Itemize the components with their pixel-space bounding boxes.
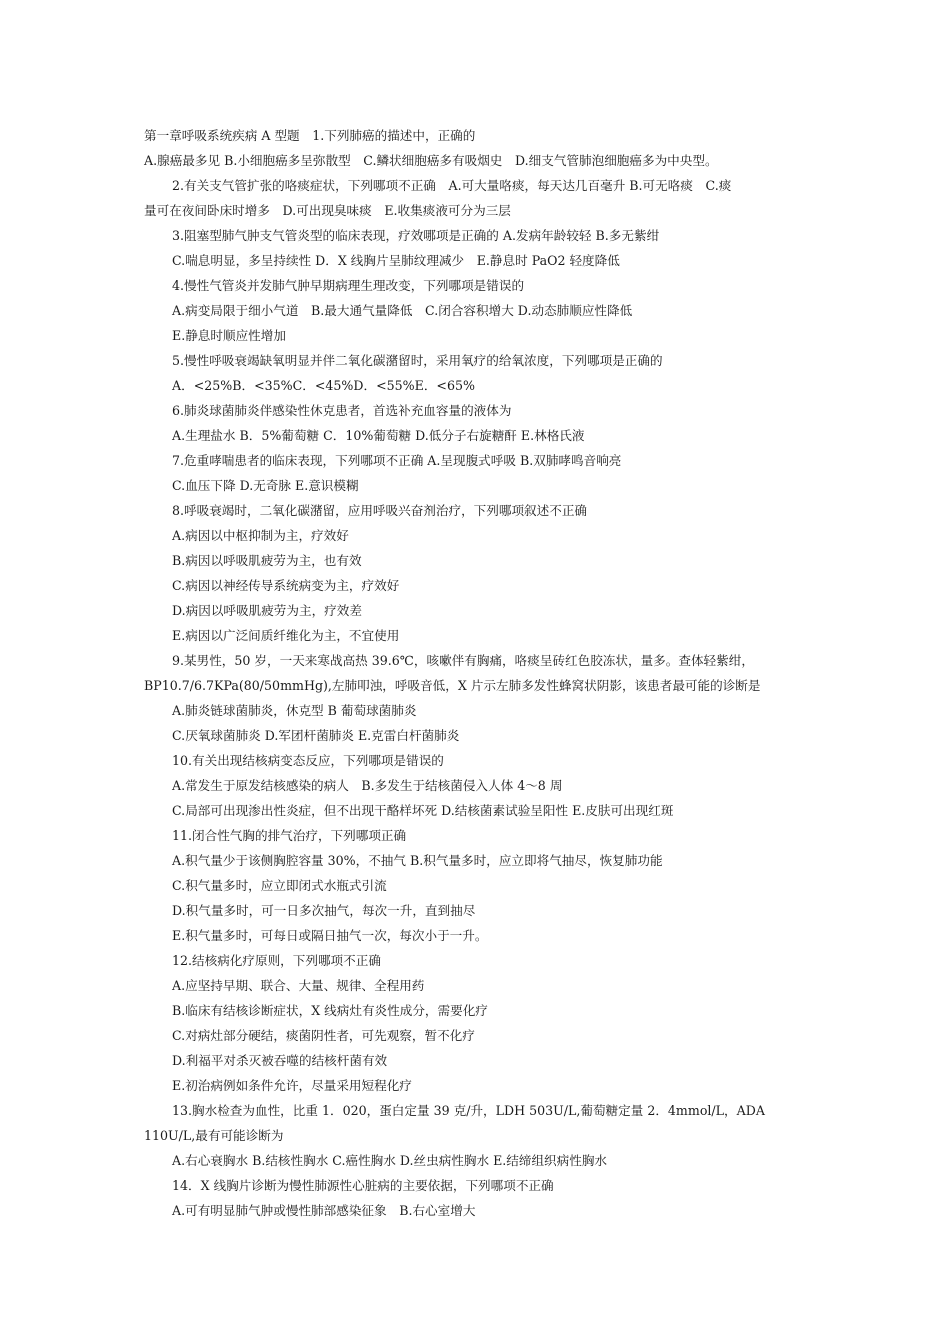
text-line: 6.肺炎球菌肺炎伴感染性休克患者，首选补充血容量的液体为 <box>172 403 512 418</box>
text-line: 2.有关支气管扩张的咯痰症状，下列哪项不正确 A.可大量咯痰，每天达几百毫升 B.可无咯痰 C.痰 <box>172 178 732 193</box>
text-line: D.积气量多时，可一日多次抽气，每次一升，直到抽尽 <box>172 903 476 918</box>
text-line: D.病因以呼吸肌疲劳为主，疗效差 <box>172 603 362 618</box>
text-line: A.右心衰胸水 B.结核性胸水 C.癌性胸水 D.丝虫病性胸水 E.结缔组织病性胸水 <box>172 1153 608 1168</box>
text-line: A.积气量少于该侧胸腔容量 30%，不抽气 B.积气量多时，应立即将气抽尽，恢复肺功能 <box>172 853 663 868</box>
text-line: C.厌氧球菌肺炎 D.军团杆菌肺炎 E.克雷白杆菌肺炎 <box>172 728 460 743</box>
text-line: 9.某男性，50 岁，一天来寒战高热 39.6℃，咳嗽伴有胸痛，咯痰呈砖红色胶冻状，量多。查体轻紫绀， <box>172 653 754 668</box>
text-line: E.积气量多时，可每日或隔日抽气一次，每次小于一升。 <box>172 928 488 943</box>
text-line: A.应坚持早期、联合、大量、规律、全程用药 <box>172 978 425 993</box>
text-line: E.静息时顺应性增加 <box>172 328 286 343</box>
text-line: C.病因以神经传导系统病变为主，疗效好 <box>172 578 400 593</box>
text-line: 4.慢性气管炎并发肺气肿早期病理生理改变，下列哪项是错误的 <box>172 278 525 293</box>
text-line: 量可在夜间卧床时增多 D.可出现臭味痰 E.收集痰液可分为三层 <box>144 203 511 218</box>
text-line: D.利福平对杀灭被吞噬的结核杆菌有效 <box>172 1053 388 1068</box>
text-line: 3.阻塞型肺气肿支气管炎型的临床表现，疗效哪项是正确的 A.发病年龄较轻 B.多无紫绀 <box>172 228 660 243</box>
text-line: E.初治病例如条件允许，尽量采用短程化疗 <box>172 1078 412 1093</box>
text-line: A.生理盐水 B．5%葡萄糖 C．10%葡萄糖 D.低分子右旋糖酐 E.林格氏液 <box>172 428 585 443</box>
text-line: C.喘息明显，多呈持续性 D．X 线胸片呈肺纹理减少 E.静息时 PaO2 轻度降低 <box>172 253 620 268</box>
text-line: A.肺炎链球菌肺炎，休克型 B 葡萄球菌肺炎 <box>172 703 417 718</box>
text-line: A.病因以中枢抑制为主，疗效好 <box>172 528 349 543</box>
text-line: C.积气量多时，应立即闭式水瓶式引流 <box>172 878 387 893</box>
text-line: 14．X 线胸片诊断为慢性肺源性心脏病的主要依据，下列哪项不正确 <box>172 1178 554 1193</box>
text-line: A.常发生于原发结核感染的病人 B.多发生于结核菌侵入人体 4～8 周 <box>172 778 563 793</box>
text-line: A．<25%B．<35%C．<45%D．<55%E．<65% <box>172 378 475 393</box>
text-line: 8.呼吸衰竭时，二氧化碳潴留，应用呼吸兴奋剂治疗，下列哪项叙述不正确 <box>172 503 588 518</box>
text-line: C.对病灶部分硬结，痰菌阴性者，可先观察，暂不化疗 <box>172 1028 475 1043</box>
text-line: 5.慢性呼吸衰竭缺氧明显并伴二氧化碳潴留时，采用氧疗的给氧浓度，下列哪项是正确的 <box>172 353 663 368</box>
text-line: 110U/L,最有可能诊断为 <box>144 1128 284 1143</box>
text-line: B.临床有结核诊断症状，X 线病灶有炎性成分，需要化疗 <box>172 1003 488 1018</box>
text-line: 12.结核病化疗原则，下列哪项不正确 <box>172 953 381 968</box>
text-line: B.病因以呼吸肌疲劳为主，也有效 <box>172 553 362 568</box>
text-line: 11.闭合性气胸的排气治疗，下列哪项正确 <box>172 828 407 843</box>
text-line: 第一章呼吸系统疾病 A 型题 1.下列肺癌的描述中，正确的 <box>144 128 476 143</box>
text-line: 7.危重哮喘患者的临床表现，下列哪项不正确 A.呈现腹式呼吸 B.双肺哮鸣音响亮 <box>172 453 622 468</box>
text-line: 10.有关出现结核病变态反应，下列哪项是错误的 <box>172 753 444 768</box>
text-line: C.血压下降 D.无奇脉 E.意识模糊 <box>172 478 359 493</box>
text-line: BP10.7/6.7KPa(80/50mmHg),左肺叩浊，呼吸音低，X 片示左肺多发性蜂窝状阴影，该患者最可能的诊断是 <box>144 678 761 693</box>
text-line: C.局部可出现渗出性炎症，但不出现干酪样坏死 D.结核菌素试验呈阳性 E.皮肤可出现红斑 <box>172 803 674 818</box>
text-line: E.病因以广泛间质纤维化为主，不宜使用 <box>172 628 400 643</box>
text-line: A.病变局限于细小气道 B.最大通气量降低 C.闭合容积增大 D.动态肺顺应性降低 <box>172 303 633 318</box>
text-line: A.腺癌最多见 B.小细胞癌多呈弥散型 C.鳞状细胞癌多有吸烟史 D.细支气管肺泡细胞癌多为中央型。 <box>144 153 718 168</box>
text-line: A.可有明显肺气肿或慢性肺部感染征象 B.右心室增大 <box>172 1203 476 1218</box>
text-line: 13.胸水检查为血性，比重 1．020，蛋白定量 39 克/升，LDH 503U/L,葡萄糖定量 2．4mmol/L，ADA <box>172 1103 765 1118</box>
